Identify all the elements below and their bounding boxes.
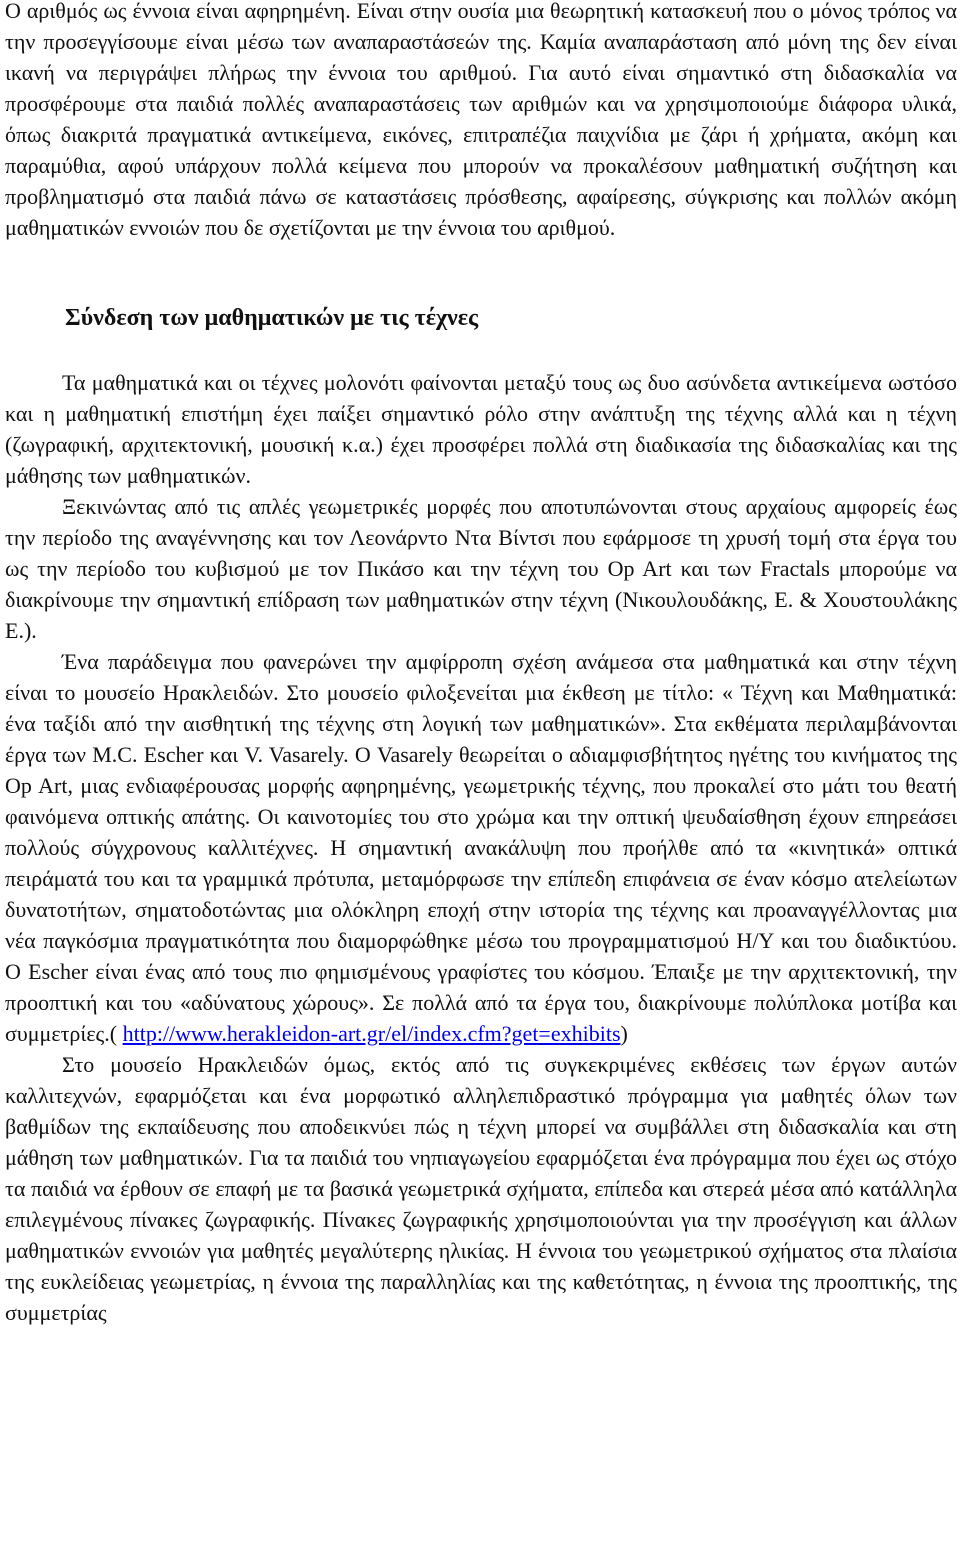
- closing-parenthesis: ): [620, 1021, 628, 1046]
- section-heading: Σύνδεση των μαθηματικών με τις τέχνες: [65, 305, 479, 331]
- paragraph-educational-program: Στο μουσείο Ηρακλειδών όμως, εκτός από τις συγκεκριμένες εκθέσεις των έργων αυτών καλλιτεχνών, εφαρμόζεται και ένα μορφωτικό αλληλεπιδραστικό πρόγραμμα για μαθητές όλων των βαθμίδων της εκπαίδευσης που αποδεικνύει πώς η τέχνη μπορεί να συμβάλλει στη διδασκαλία και στη μάθηση των μαθηματικών. Για τα παιδιά του νηπιαγωγείου εφαρμόζεται ένα πρόγραμμα που έχει ως στόχο τα παιδιά να έρθουν σε επαφή με τα βασικά γεωμετρικά σχήματα, επίπεδα και στερεά μέσα από κατάλληλα επιλεγμένους πίνακες ζωγραφικής. Πίνακες ζωγραφικής χρησιμοποιούνται για την προσέγγιση και άλλων μαθηματικών εννοιών για μαθητές μεγαλύτερης ηλικίας. Η έννοια του γεωμετρικού σχήματος στα πλαίσια της ευκλείδειας γεωμετρίας, η έννοια της παραλληλίας και της καθετότητας, η έννοια της προοπτικής, της συμμετρίας: [5, 1052, 957, 1325]
- paragraph-math-arts-intro: Τα μαθηματικά και οι τέχνες μολονότι φαίνονται μεταξύ τους ως δυο ασύνδετα αντικείμενα ωστόσο και η μαθηματική επιστήμη έχει παίξει σημαντικό ρόλο στην ανάπτυξη της τέχνης αλλά και η τέχνη (ζωγραφική, αρχιτεκτονική, μουσική κ.α.) έχει προσφέρει πολλά στη διαδικασία της διδασκαλίας και της μάθησης των μαθηματικών.: [5, 370, 957, 488]
- paragraph-herakleidon-museum: [5, 646, 957, 1049]
- paragraph-number-concept: Ο αριθμός ως έννοια είναι αφηρημένη. Είναι στην ουσία μια θεωρητική κατασκευή που ο μόνος τρόπος να την προσεγγίσουμε είναι μέσω των αναπαραστάσεών της. Καμία αναπαράσταση από μόνη της δεν είναι ικανή να περιγράψει πλήρως την έννοια του αριθμού. Για αυτό είναι σημαντικό στη διδασκαλία να προσφέρουμε στα παιδιά πολλές αναπαραστάσεις των αριθμών και να χρησιμοποιούμε διάφορα υλικά, όπως διακριτά πραγματικά αντικείμενα, εικόνες, επιτραπέζια παιχνίδια με ζάρι ή χρήματα, ακόμη και παραμύθια, αφού υπάρχουν πολλά κείμενα που μπορούν να προκαλέσουν μαθηματική συζήτηση και προβληματισμό στα παιδιά πάνω σε καταστάσεις πρόσθεσης, αφαίρεσης, σύγκρισης και πολλών ακόμη μαθηματικών εννοιών που δε σχετίζονται με την έννοια του αριθμού.: [5, 0, 957, 240]
- museum-paragraph-text: Ένα παράδειγμα που φανερώνει την αμφίρροπη σχέση ανάμεσα στα μαθηματικά και στην τέχνη είναι το μουσείο Ηρακλειδών. Στο μουσείο φιλοξενείται μια έκθεση με τίτλο: « Τέχνη και Μαθηματικά: ένα ταξίδι από την αισθητική της τέχνης στη λογική των μαθηματικών». Στα εκθέματα περιλαμβάνονται έργα των M.C. Escher και V. Vasarely. Ο Vasarely θεωρείται ο αδιαμφισβήτητος ηγέτης του κινήματος της Op Art, μιας ενδιαφέρουσας μορφής αφηρημένης, γεωμετρικής τέχνης, που προκαλεί στο μάτι του θεατή φαινόμενα οπτικής απάτης. Οι καινοτομίες του στο χρώμα και την οπτική ψευδαίσθηση έχουν επηρεάσει πολλούς σύγχρονους καλλιτέχνες. Η σημαντική ανακάλυψη που προήλθε από τα «κινητικά» οπτικά πειράματά του και τα γραμμικά πρότυπα, μεταμόρφωσε την επίπεδη επιφάνεια σε έναν κόσμο ατελείωτων δυνατοτήτων, σηματοδοτώντας μια ολόκληρη εποχή στην ιστορία της τέχνης και προαναγγέλλοντας μια νέα παγκόσμια πραγματικότητα που διαμορφώθηκε μέσω του προγραμματισμού Η/Υ και του διαδικτύου. Ο Escher είναι ένας από τους πιο φημισμένους γραφίστες του κόσμου. Έπαιξε με την αρχιτεκτονική, την προοπτική και του «αδύνατους χώρους». Σε πολλά από τα έργα του, διακρίνουμε πολύπλοκα μοτίβα και συμμετρίες.(: [5, 649, 957, 1046]
- herakleidon-exhibits-link[interactable]: http://www.herakleidon-art.gr/el/index.cfm?get=exhibits: [122, 1021, 621, 1046]
- paragraph-geometric-history: Ξεκινώντας από τις απλές γεωμετρικές μορφές που αποτυπώνονται στους αρχαίους αμφορείς έως την περίοδο της αναγέννησης και τον Λεονάρντο Ντα Βίντσι που εφάρμοσε τη χρυσή τομή στα έργα του ως την περίοδο του κυβισμού με τον Πικάσο και την τέχνη του Op Art και των Fractals μπορούμε να διακρίνουμε την σημαντική επίδραση των μαθηματικών στην τέχνη (Νικουλουδάκης, Ε. & Χουστουλάκης Ε.).: [5, 494, 957, 643]
